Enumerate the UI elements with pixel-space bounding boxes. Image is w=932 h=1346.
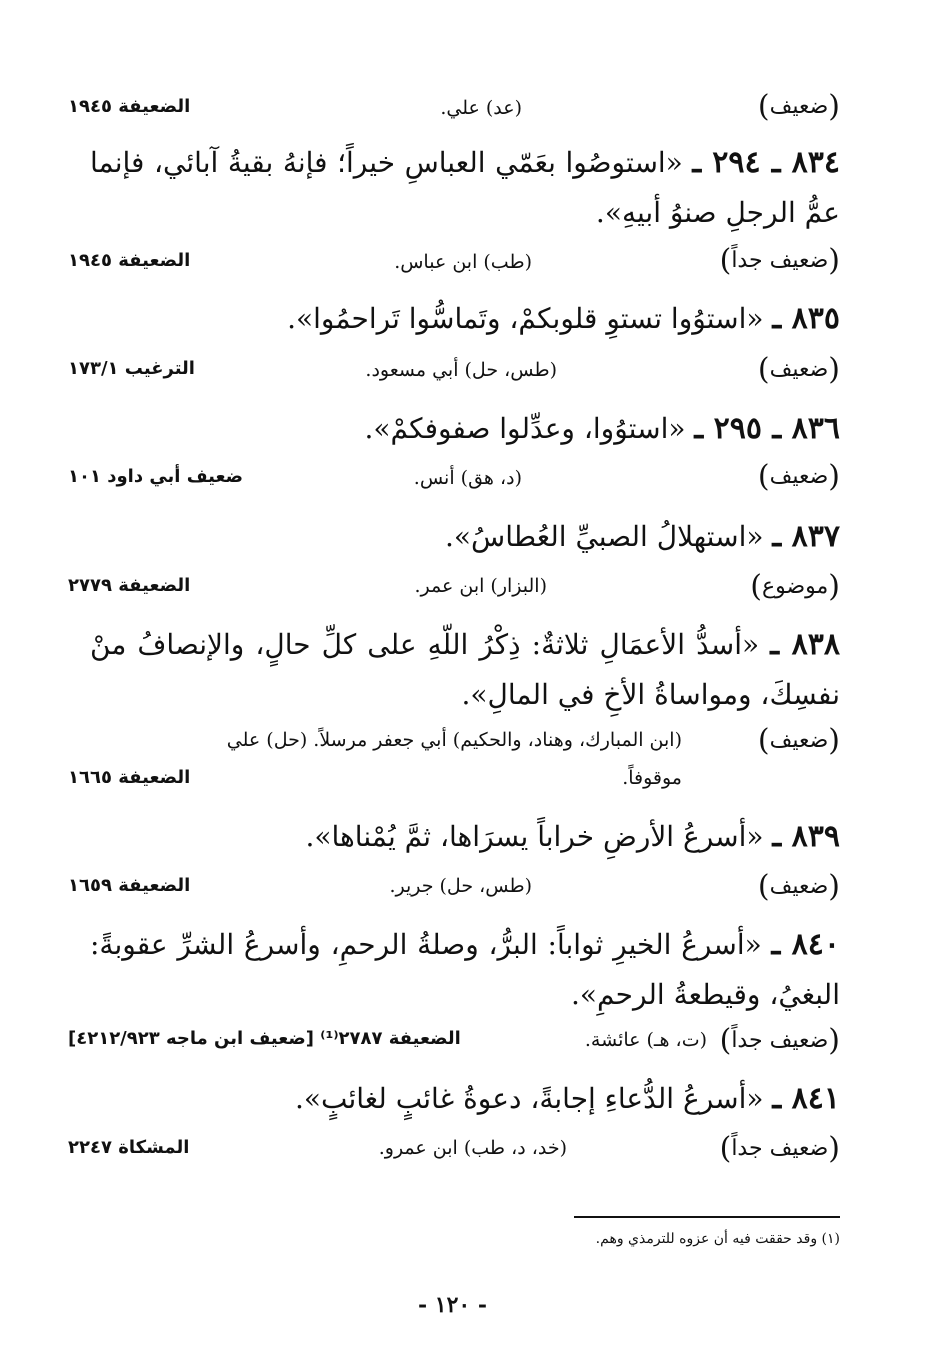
reference-text: الضعيفة ١٩٤٥ <box>68 250 191 271</box>
page-number: - ١٢٠ - <box>418 1292 488 1318</box>
source-text: (عد) علي. <box>440 97 522 119</box>
source-text: (البزار) ابن عمر. <box>414 575 547 597</box>
hadith-entry: ٨٣٤ ـ ٢٩٤ ـ «استوصُوا بعَمّي العباسِ خيراً؛ فإنهُ بقيةُ آبائي، فإنما عمُّ الرجلِ صنوُ أبيهِ». <box>90 145 840 229</box>
footnote-divider <box>574 1216 840 1218</box>
hadith-entry: ٨٤٠ ـ «أسرعُ الخيرِ ثواباً: البرُّ، وصلةُ الرحمِ، وأسرعُ الشرِّ عقوبةً: البغيُ، وقيطعةُ الرحمِ». <box>90 927 840 1011</box>
grade-label: (ضعيف) <box>757 459 840 494</box>
hadith-entry: ٨٣٥ ـ «استوُوا تستوِ قلوبكمْ، وتَماسُّوا تَراحمُوا». <box>287 301 840 336</box>
grade-label: (ضعيف جداً) <box>719 1131 840 1166</box>
source-text-continued: موقوفاً. <box>622 767 682 789</box>
reference-text: المشكاة ٢٢٤٧ <box>68 1137 190 1158</box>
grade-label: (موضوع) <box>750 569 840 604</box>
reference-text: الضعيفة ١٩٤٥ <box>68 96 191 117</box>
reference-text: الضعيفة ٢٧٨٧⁽¹⁾ [ضعيف ابن ماجه ٤٢١٢/٩٢٣] <box>68 1028 461 1049</box>
grade-label: (ضعيف جداً) <box>719 1023 840 1058</box>
hadith-entry: ٨٣٦ ـ ٢٩٥ ـ «استوُوا، وعدِّلوا صفوفكمْ». <box>364 411 840 446</box>
reference-text: الترغيب ١٧٣/١ <box>68 358 195 379</box>
footnote: (١) وقد حققت فيه أن عزوه للترمذي وهم. <box>595 1231 840 1247</box>
source-text: (طس، حل) جرير. <box>389 875 532 897</box>
reference-text: الضعيفة ٢٧٧٩ <box>68 575 191 596</box>
hadith-entry: ٨٣٧ ـ «استهلالُ الصبيِّ العُطاسُ». <box>445 519 840 554</box>
grade-label: (ضعيف) <box>757 352 840 387</box>
hadith-entry: ٨٣٨ ـ «أسدُّ الأعمَالِ ثلاثةٌ: ذِكْرُ اللّهِ على كلِّ حالٍ، والإنصافُ منْ نفسِكَ، ومواساةُ الأخِ في المالِ». <box>90 627 840 711</box>
reference-text: الضعيفة ١٦٥٩ <box>68 875 191 896</box>
source-text: (طس، حل) أبي مسعود. <box>365 359 557 381</box>
grade-label: (ضعيف) <box>757 723 840 758</box>
reference-text: ضعيف أبي داود ١٠١ <box>68 466 244 487</box>
hadith-entry: ٨٤١ ـ «أسرعُ الدُّعاءِ إجابةً، دعوةُ غائبٍ لغائبٍ». <box>294 1081 840 1116</box>
grade-label: (ضعيف جداً) <box>719 243 840 278</box>
hadith-entry: ٨٣٩ ـ «أسرعُ الأرضِ خراباً يسرَاها، ثمَّ يُمْناها». <box>305 819 840 854</box>
source-text: (خد، د، طب) ابن عمرو. <box>378 1137 567 1159</box>
reference-text: الضعيفة ١٦٦٥ <box>68 767 191 788</box>
grade-label: (ضعيف) <box>757 869 840 904</box>
grade-label: (ضعيف) <box>757 89 840 124</box>
source-text: (ابن المبارك، وهناد، والحكيم) أبي جعفر مرسلاً. (حل) علي <box>226 729 682 751</box>
source-text: (د، هق) أنس. <box>413 467 522 489</box>
source-text: (ت، هـ) عائشة. <box>584 1029 707 1051</box>
source-text: (طب) ابن عباس. <box>394 251 532 273</box>
